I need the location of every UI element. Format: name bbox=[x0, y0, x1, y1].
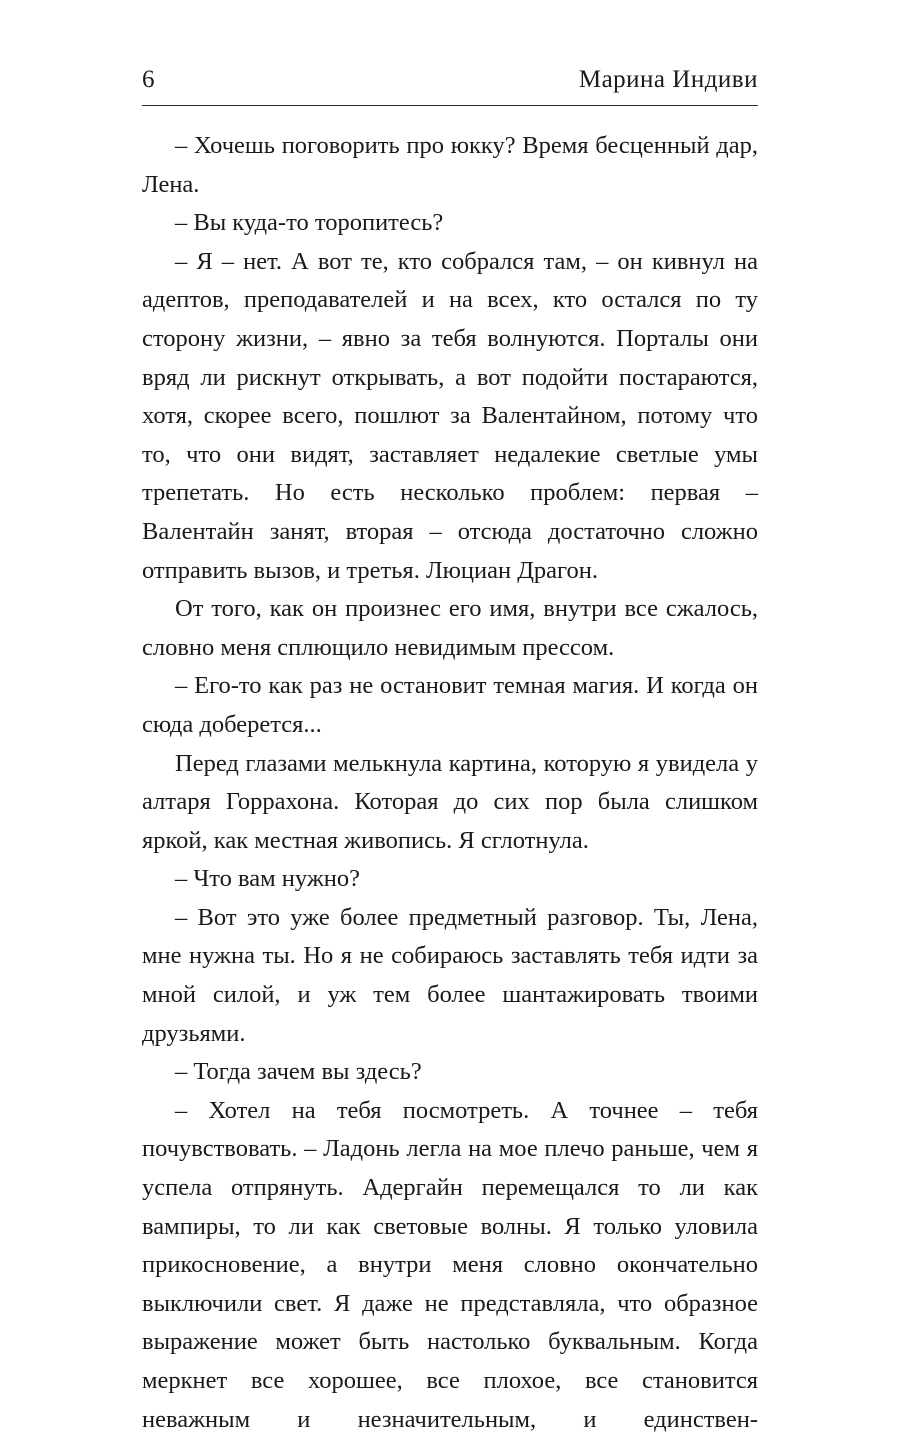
page-number: 6 bbox=[142, 66, 155, 93]
paragraph: От того, как он произнес его имя, внутри все сжалось, словно меня сплющило невидимым прессом. bbox=[142, 595, 758, 661]
paragraph: – Вы куда-то торопитесь? bbox=[175, 209, 444, 237]
paragraph: – Его-то как раз не остановит темная магия. И когда он сюда доберется... bbox=[142, 672, 758, 738]
paragraph: – Я – нет. А вот те, кто собрался там, – он кивнул на адептов, преподавателей и на всех, кто остался по ту сторону жизни, – явно за тебя волнуются. Порталы они вряд ли рискнут открывать, а вот подойти постараются, хотя, скорее всего, пошлют за Валентайном, потому что то, что они видят, заставляет недалекие светлые умы трепетать. Но есть несколько проблем: первая – Валентайн занят, вторая – отсюда достаточно сложно отправить вызов, и третья. Люциан Драгон. bbox=[142, 247, 758, 584]
running-head bbox=[142, 66, 758, 102]
author-name: Марина Индиви bbox=[578, 66, 758, 93]
body-text bbox=[142, 127, 758, 1439]
paragraph: – Хочешь поговорить про юкку? Время бесценный дар, Лена. bbox=[142, 132, 758, 198]
paragraph: – Тогда зачем вы здесь? bbox=[175, 1058, 422, 1086]
book-page bbox=[142, 0, 758, 1433]
paragraph: – Вот это уже более предметный разговор. Ты, Лена, мне нужна ты. Но я не собираюсь заставлять тебя идти за мной силой, и уж тем более шантажировать твоими друзьями. bbox=[142, 903, 758, 1047]
header-divider bbox=[142, 105, 758, 106]
paragraph: – Что вам нужно? bbox=[175, 865, 361, 893]
paragraph: – Хотел на тебя посмотреть. А точнее – тебя почувствовать. – Ладонь легла на мое плечо раньше, чем я успела отпрянуть. Адергайн перемещался то ли как вампиры, то ли как световые волны. Я только уловила прикосновение, а внутри меня словно окончательно выключили свет. Я даже не представляла, что образное выражение может быть настолько буквальным. Когда меркнет все хорошее, все плохое, все становится неважным и незначительным, и единствен- bbox=[142, 1096, 758, 1433]
paragraph: Перед глазами мелькнула картина, которую я увидела у алтаря Горрахона. Которая до сих пор была слишком яркой, как местная живопись. Я сглотнула. bbox=[142, 749, 758, 854]
